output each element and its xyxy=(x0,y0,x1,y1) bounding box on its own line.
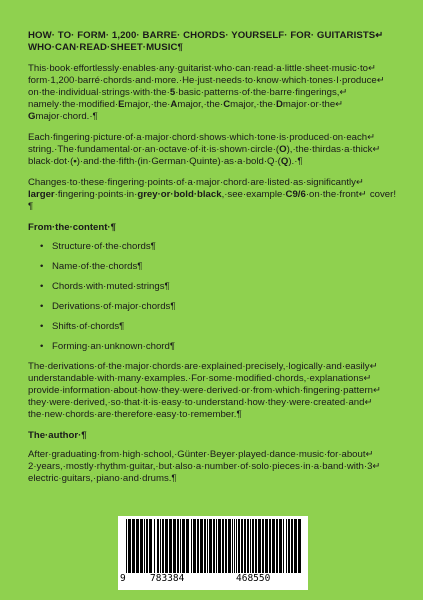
text-run: • xyxy=(73,156,77,167)
barcode-bar xyxy=(218,519,221,573)
barcode-bar xyxy=(234,519,235,573)
barcode-bar xyxy=(232,519,233,573)
barcode-bar xyxy=(272,519,275,573)
barcode-bar xyxy=(197,519,199,573)
barcode-bar xyxy=(165,519,168,573)
barcode-bar xyxy=(162,519,164,573)
barcode-bar xyxy=(252,519,254,573)
barcode-bar xyxy=(291,519,293,573)
barcode-bar xyxy=(177,519,179,573)
barcode-bar xyxy=(169,519,172,573)
text-run: ,·see·example· xyxy=(221,189,286,200)
barcode-bar xyxy=(216,519,217,573)
barcode-bar xyxy=(200,519,203,573)
barcode-bar xyxy=(160,519,161,573)
isbn-barcode xyxy=(118,516,308,590)
barcode-bar xyxy=(207,519,208,573)
barcode-bar xyxy=(262,519,264,573)
text-run: Q xyxy=(280,156,289,167)
book-title: HOW· TO· FORM· 1,200· BARRE· CHORDS· YOURSELF· FOR· GUITARISTS↵ WHO·CAN·READ·SHEET·MUSIC¶ xyxy=(28,30,384,53)
barcode-bar xyxy=(136,519,139,573)
barcode-bar xyxy=(128,519,131,573)
list-item: • Forming·an·unknown·chord¶ xyxy=(40,341,175,352)
barcode-bars xyxy=(124,519,302,573)
barcode-bar xyxy=(250,519,251,573)
text-run: ·basic·patterns·of·the·barre·fingerings,↵ namely·the·modified· xyxy=(28,87,348,110)
list-item: • Shifts·of·chords¶ xyxy=(40,321,125,332)
barcode-bar xyxy=(298,519,301,573)
bullet-icon: • xyxy=(40,261,44,272)
barcode-bar xyxy=(244,519,246,573)
barcode-digit-first: 9 xyxy=(120,573,126,584)
barcode-bar xyxy=(173,519,176,573)
list-item: • Derivations·of·major·chords¶ xyxy=(40,301,176,312)
derivations-paragraph: The·derivations·of·the·major·chords·are·explained·precisely,·logically·and·easily↵ understandable·with·many·examples.·For·some·modified·chords,·explanations↵ provide·information·about·how·they·were·derived·or·from·which·fingering·pattern↵ they·were·derived,·so·that·it·is·easy·to·understand·how·they·were·created·and↵ the·new·chords·are·therefore·easy·to·remember.¶ xyxy=(28,361,382,420)
bullet-icon: • xyxy=(40,281,44,292)
intro-paragraph xyxy=(28,63,396,123)
author-paragraph: After·graduating·from·high·school,·Günter·Beyer·played·dance·music·for·about↵ 2·years,·mostly·rhythm·guitar,·but·also·a·number·of·solo·pieces·in·a·band·with·3↵ electric·guitars,·piano·and·drums.¶ xyxy=(28,449,381,484)
barcode-bar xyxy=(191,519,192,573)
bullet-icon: • xyxy=(40,241,44,252)
text-run: major,·the· xyxy=(230,99,276,110)
barcode-bar xyxy=(149,519,152,573)
barcode-bar xyxy=(238,519,240,573)
text-run: This·book·effortlessly·enables·any·guitarist·who·can·read·a·little·sheet·music·to↵ form·1,200·barré·chords·and·more.·He·just·needs·to·know·which·tones·I·produce↵ on·the·individual·strings·with·the· xyxy=(28,63,385,98)
barcode-bar xyxy=(236,519,237,573)
barcode-bar xyxy=(228,519,231,573)
barcode-bar xyxy=(146,519,148,573)
list-item: • Name·of·the·chords¶ xyxy=(40,261,143,272)
barcode-bar xyxy=(132,519,135,573)
barcode-bar xyxy=(247,519,249,573)
barcode-bar xyxy=(265,519,268,573)
barcode-bar xyxy=(144,519,145,573)
text-run: G xyxy=(28,111,36,122)
text-run: O xyxy=(279,144,287,155)
barcode-digits-left: 783384 xyxy=(150,573,185,584)
barcode-bar xyxy=(213,519,215,573)
barcode-bar xyxy=(286,519,287,573)
barcode-bar xyxy=(180,519,181,573)
barcode-bar xyxy=(182,519,185,573)
text-run: ·on·the·front↵ cover!¶ xyxy=(28,189,396,212)
barcode-bar xyxy=(209,519,212,573)
text-run: larger xyxy=(28,189,55,200)
text-run: major,·the· xyxy=(177,99,224,110)
barcode-bar xyxy=(269,519,271,573)
text-run: E xyxy=(118,99,125,110)
barcode-bar xyxy=(222,519,224,573)
content-heading: From·the·content·¶ xyxy=(28,222,116,233)
text-run: A xyxy=(170,99,178,110)
text-run: ),·the·thirdas·a·thick↵ black·dot·( xyxy=(28,144,381,167)
text-run: major,·the· xyxy=(124,99,171,110)
text-run: major·chord.·¶ xyxy=(35,111,98,122)
barcode-bar xyxy=(276,519,278,573)
barcode-bar xyxy=(288,519,290,573)
barcode-bar xyxy=(294,519,297,573)
barcode-bar xyxy=(126,519,127,573)
barcode-bar xyxy=(258,519,261,573)
text-run: 5 xyxy=(169,87,176,98)
barcode-bar xyxy=(225,519,227,573)
barcode-bar xyxy=(283,519,284,573)
bullet-icon: • xyxy=(40,301,44,312)
barcode-bar xyxy=(279,519,282,573)
barcode-bar xyxy=(157,519,159,573)
list-item: • Structure·of·the·chords¶ xyxy=(40,241,156,252)
list-item: • Chords·with·muted·strings¶ xyxy=(40,281,170,292)
text-run: ).·¶ xyxy=(288,156,303,167)
barcode-bar xyxy=(241,519,243,573)
text-run: C xyxy=(223,99,231,110)
text-run: Changes·to·these·fingering·points·of·a·major·chord·are·listed·as·significantly↵ xyxy=(28,177,364,188)
barcode-bar xyxy=(255,519,257,573)
barcode-bar xyxy=(154,519,155,573)
bullet-icon: • xyxy=(40,341,44,352)
text-run: D xyxy=(275,99,283,110)
text-run: )·and·the·fifth·(in·German·Quinte)·as·a·bold·Q·( xyxy=(76,156,281,167)
bullet-icon: • xyxy=(40,321,44,332)
text-run: ·fingering·points·in· xyxy=(54,189,138,200)
barcode-bar xyxy=(140,519,143,573)
author-heading: The·author·¶ xyxy=(28,430,87,441)
text-run: Each·fingering·picture·of·a·major·chord·shows·which·tone·is·produced·on·each↵ string.·The·fundamental·or·an·octave·of·it·is·shown·circle·( xyxy=(28,132,376,155)
changes-paragraph xyxy=(28,177,396,213)
text-run: major·or·the↵ xyxy=(282,99,344,110)
text-run: C9/6 xyxy=(285,189,306,200)
barcode-bar xyxy=(193,519,196,573)
fingering-picture-paragraph xyxy=(28,132,396,168)
barcode-bar xyxy=(204,519,206,573)
back-cover-text xyxy=(28,30,396,494)
text-run: grey·or·bold·black xyxy=(137,189,222,200)
barcode-bar xyxy=(186,519,189,573)
content-list xyxy=(28,241,396,353)
barcode-digits-right: 468550 xyxy=(236,573,271,584)
